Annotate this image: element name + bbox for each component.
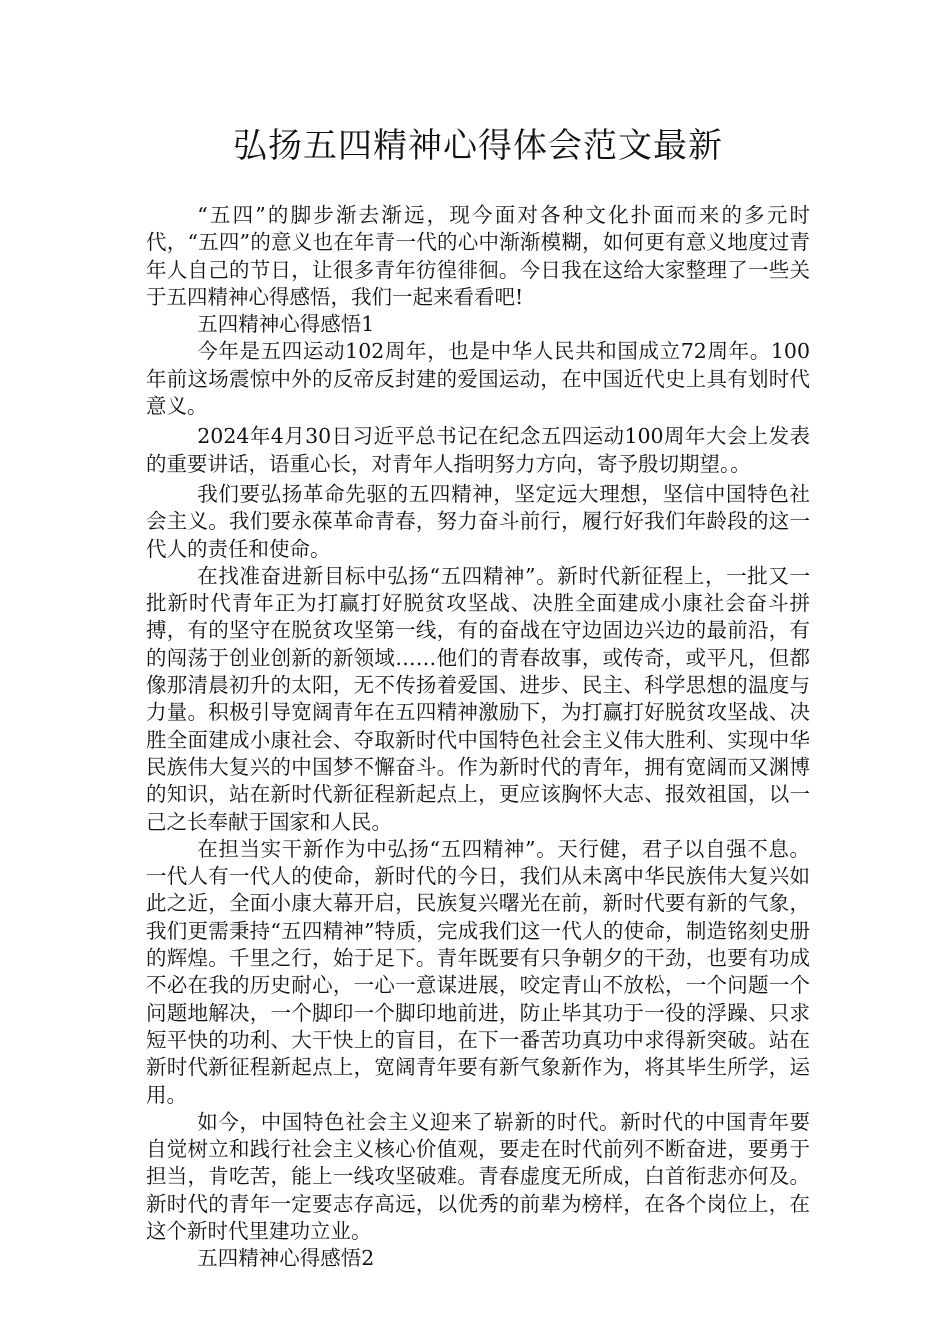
body-paragraph: 2024年4月30日习近平总书记在纪念五四运动100周年大会上发表的重要讲话，语重心长，对青年人指明努力方向，寄予殷切期望。。 xyxy=(146,424,810,476)
section-heading-2: 五四精神心得感悟2 xyxy=(197,1246,375,1271)
document-title: 弘扬五四精神心得体会范文最新 xyxy=(233,126,723,166)
document-page xyxy=(146,122,810,1273)
body-paragraph: 在担当实干新作为中弘扬“五四精神”。天行健，君子以自强不息。一代人有一代人的使命，新时代的今日，我们从未离中华民族伟大复兴如此之近，全面小康大幕开启，民族复兴曙光在前，新时代要有新的气象，我们更需秉持“五四精神”特质，完成我们这一代人的使命，制造铭刻史册的辉煌。千里之行，始于足下。青年既要有只争朝夕的干劲，也要有功成不必在我的历史耐心，一心一意谋进展，咬定青山不放松，一个问题一个问题地解决，一个脚印一个脚印地前进，防止毕其功于一役的浮躁、只求短平快的功利、大干快上的盲目，在下一番苦功真功中求得新突破。站在新时代新征程新起点上，宽阔青年要有新气象新作为，将其毕生所学，运用。 xyxy=(146,836,810,1107)
intro-paragraph: “五四”的脚步渐去渐远，现今面对各种文化扑面而来的多元时代，“五四”的意义也在年青一代的心中渐渐模糊，如何更有意义地度过青年人自己的节日，让很多青年彷徨徘徊。今日我在这给大家整理了一些关于五四精神心得感悟，我们一起来看看吧! xyxy=(146,203,810,309)
body-paragraph: 今年是五四运动102周年，也是中华人民共和国成立72周年。100年前这场震惊中外的反帝反封建的爱国运动，在中国近代史上具有划时代意义。 xyxy=(146,339,810,419)
section-heading-1: 五四精神心得感悟1 xyxy=(197,312,375,337)
body-paragraph: 在找准奋进新目标中弘扬“五四精神”。新时代新征程上，一批又一批新时代青年正为打赢打好脱贫攻坚战、决胜全面建成小康社会奋斗拼搏，有的坚守在脱贫攻坚第一线，有的奋战在守边固边兴边的最前沿，有的闯荡于创业创新的新领域……他们的青春故事，或传奇，或平凡，但都像那清晨初升的太阳，无不传扬着爱国、进步、民主、科学思想的温度与力量。积极引导宽阔青年在五四精神激励下，为打赢打好脱贫攻坚战、决胜全面建成小康社会、夺取新时代中国特色社会主义伟大胜利、实现中华民族伟大复兴的中国梦不懈奋斗。作为新时代的青年，拥有宽阔而又渊博的知识，站在新时代新征程新起点上，更应该胸怀大志、报效祖国，以一己之长奉献于国家和人民。 xyxy=(146,563,810,834)
body-paragraph: 我们要弘扬革命先驱的五四精神，坚定远大理想，坚信中国特色社会主义。我们要永葆革命青春，努力奋斗前行，履行好我们年龄段的这一代人的责任和使命。 xyxy=(146,481,810,561)
body-paragraph: 如今，中国特色社会主义迎来了崭新的时代。新时代的中国青年要自觉树立和践行社会主义核心价值观，要走在时代前列不断奋进，要勇于担当，肯吃苦，能上一线攻坚破难。青春虚度无所成，白首衔悲亦何及。新时代的青年一定要志存高远，以优秀的前辈为榜样，在各个岗位上，在这个新时代里建功立业。 xyxy=(146,1109,810,1243)
